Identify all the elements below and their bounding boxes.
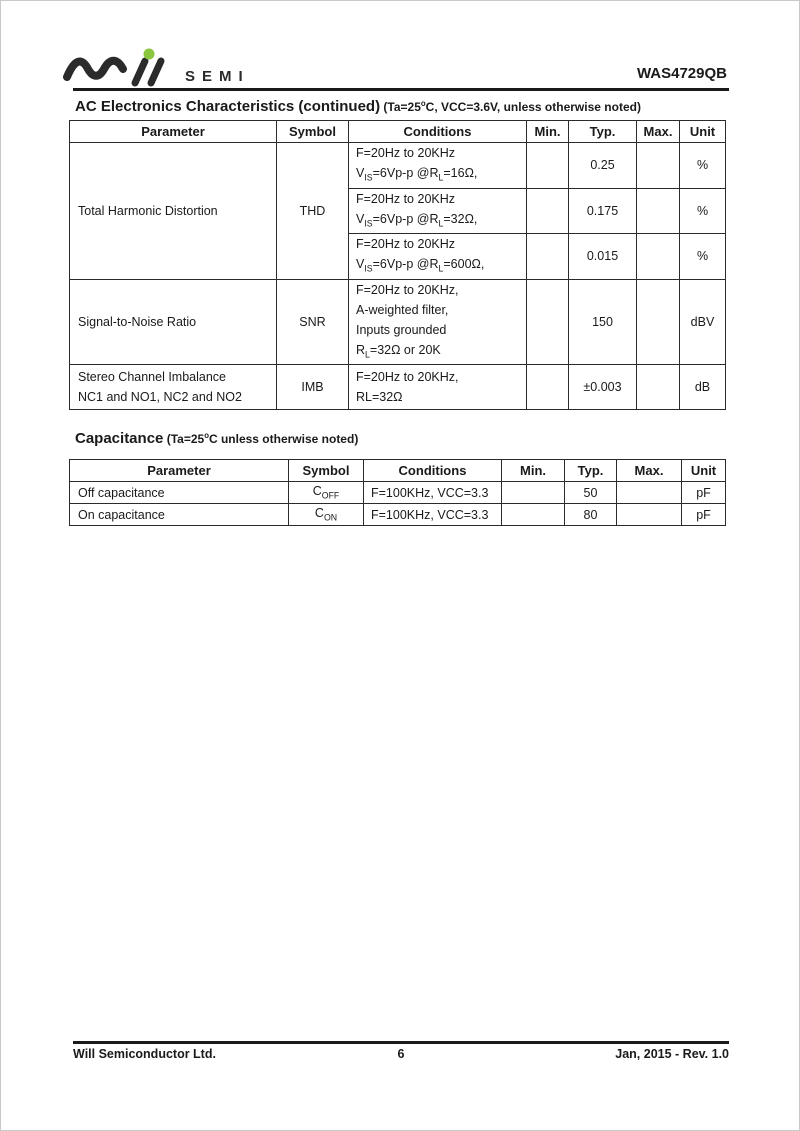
col-typ: Typ. [565, 460, 617, 482]
table-row-thd-16ohm [70, 143, 726, 189]
typ-cell: 50 [565, 482, 617, 504]
unit-cell: % [680, 234, 726, 280]
col-max: Max. [637, 121, 680, 143]
max-cell [637, 188, 680, 234]
table-header-row [70, 121, 726, 143]
col-min: Min. [502, 460, 565, 482]
max-cell [637, 279, 680, 365]
col-unit: Unit [682, 460, 726, 482]
col-parameter: Parameter [70, 460, 289, 482]
typ-cell: 0.25 [569, 143, 637, 189]
col-symbol: Symbol [277, 121, 349, 143]
min-cell [502, 482, 565, 504]
conditions-cell: F=100KHz, VCC=3.3 [364, 504, 502, 526]
logo-green-dot-icon [144, 49, 155, 60]
condition-line: $V_{IS}=6Vp-p$ $@R_L=600\Omega$, [356, 257, 485, 274]
typ-cell: ±0.003 [569, 365, 637, 410]
part-number: WAS4729QB [636, 65, 727, 82]
col-unit: Unit [680, 121, 726, 143]
parameter-cell [70, 365, 277, 410]
condition-line: A-weighted filter, [356, 302, 449, 317]
min-cell [527, 143, 569, 189]
condition-line: F=20Hz to 20KHz [356, 146, 456, 160]
condition-line: RL=32Ω [356, 390, 403, 404]
col-conditions: Conditions [349, 121, 527, 143]
conditions-cell [349, 365, 527, 410]
table-row-imbalance [70, 365, 726, 410]
condition-line: F=20Hz to 20KHz, [356, 370, 459, 384]
min-cell [527, 365, 569, 410]
max-cell [617, 482, 682, 504]
condition-line: $R_L=32\Omega$ or 20K [356, 342, 441, 359]
condition-line: $V_{IS}=6Vp-p$ $@R_L=16\Omega$, [356, 166, 478, 183]
parameter-cell: Total Harmonic Distortion [70, 143, 277, 280]
page-number: 6 [397, 1047, 405, 1061]
symbol-cell: IMB [277, 365, 349, 410]
footer-revision: Jan, 2015 - Rev. 1.0 [615, 1047, 729, 1061]
cap-title-note: ($Ta=25^oC$ unless otherwise noted) [163, 431, 359, 446]
parameter-line: Stereo Channel Imbalance [78, 370, 227, 384]
ac-title-note: ($Ta=25^oC$, VCC=3.6V, unless otherwise noted) [380, 99, 641, 114]
condition-line: F=20Hz to 20KHz [356, 237, 456, 251]
unit-cell: pF [682, 504, 726, 526]
col-typ: Typ. [569, 121, 637, 143]
conditions-cell: F=100KHz, VCC=3.3 [364, 482, 502, 504]
unit-cell: dBV [680, 279, 726, 365]
min-cell [527, 279, 569, 365]
min-cell [527, 188, 569, 234]
table-header-row [70, 460, 726, 482]
capacitance-table [69, 459, 726, 526]
typ-cell: 0.015 [569, 234, 637, 280]
unit-cell: % [680, 143, 726, 189]
ac-characteristics-table [69, 120, 726, 410]
parameter-line: NC1 and NO1, NC2 and NO2 [78, 390, 242, 404]
unit-cell: pF [682, 482, 726, 504]
max-cell [637, 234, 680, 280]
col-min: Min. [527, 121, 569, 143]
conditions-cell [349, 143, 527, 189]
condition-line: $V_{IS}=6Vp-p$ $@R_L=32\Omega$, [356, 211, 478, 228]
page-footer [73, 1047, 729, 1061]
col-symbol: Symbol [289, 460, 364, 482]
col-max: Max. [617, 460, 682, 482]
parameter-cell: On capacitance [70, 504, 289, 526]
ac-section-title [75, 98, 641, 116]
symbol-cell: $C_{OFF}$ [289, 482, 364, 504]
table-row-off-capacitance [70, 482, 726, 504]
symbol-cell: THD [277, 143, 349, 280]
col-parameter: Parameter [70, 121, 277, 143]
parameter-cell: Off capacitance [70, 482, 289, 504]
header-rule [73, 88, 729, 91]
typ-cell: 150 [569, 279, 637, 365]
company-logo [63, 48, 250, 90]
symbol-cell: SNR [277, 279, 349, 365]
unit-cell: dB [680, 365, 726, 410]
footer-rule [73, 1041, 729, 1044]
table-row-snr [70, 279, 726, 365]
condition-line: Inputs grounded [356, 322, 447, 337]
min-cell [502, 504, 565, 526]
cap-title-text: Capacitance [75, 430, 164, 447]
max-cell [617, 504, 682, 526]
symbol-cell: $C_{ON}$ [289, 504, 364, 526]
unit-cell: % [680, 188, 726, 234]
condition-line: F=20Hz to 20KHz [356, 191, 456, 206]
col-conditions: Conditions [364, 460, 502, 482]
conditions-cell [349, 234, 527, 280]
max-cell [637, 365, 680, 410]
typ-cell: 0.175 [569, 188, 637, 234]
table-row-on-capacitance [70, 504, 726, 526]
ac-title-text: AC Electronics Characteristics (continued) [75, 98, 381, 115]
will-logo-icon [63, 48, 175, 90]
parameter-cell: Signal-to-Noise Ratio [70, 279, 277, 365]
brand-text: SEMI [185, 68, 250, 85]
conditions-cell [349, 188, 527, 234]
capacitance-section-title [75, 430, 358, 448]
condition-line: F=20Hz to 20KHz, [356, 282, 459, 297]
typ-cell: 80 [565, 504, 617, 526]
footer-company: Will Semiconductor Ltd. [73, 1047, 216, 1061]
max-cell [637, 143, 680, 189]
min-cell [527, 234, 569, 280]
conditions-cell [349, 279, 527, 365]
